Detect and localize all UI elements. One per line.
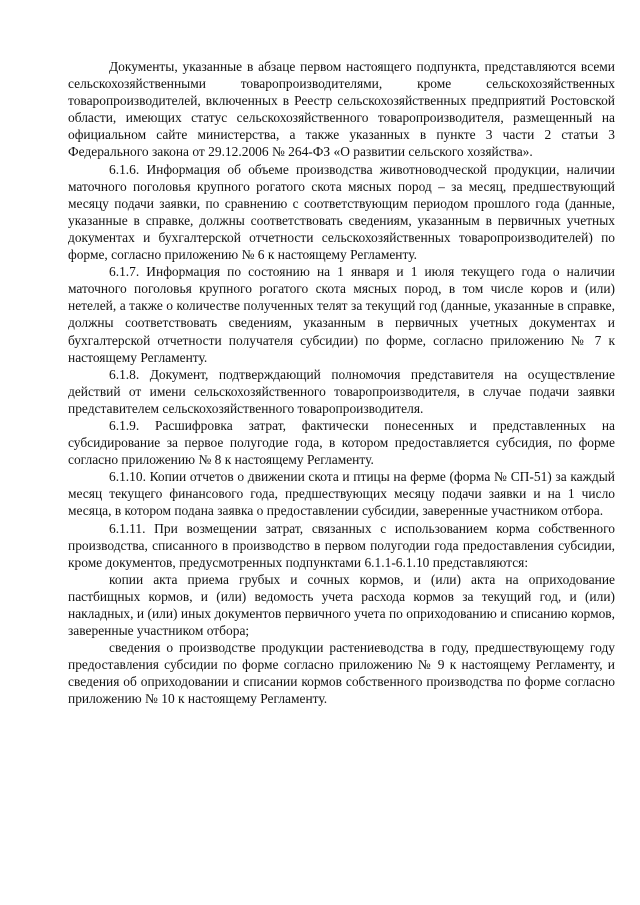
paragraph-6-1-6: 6.1.6. Информация об объеме производства животноводческой продукции, наличии маточного поголовья крупного рогатого скота мясных пород – за месяц, предшествующий месяцу подачи заявки, по сравнению с соответствующим периодом прошлого года (данные, указанные в справке, должны соответствовать сведениям, указанным в первичных учетных документах и бухгалтерской отчетности сельскохозяйственных товаропроизводителей) по форме, согласно приложению № 6 к настоящему Регламенту. — [68, 161, 615, 263]
paragraph-documents-submission: Документы, указанные в абзаце первом настоящего подпункта, представляются всеми сельскохозяйственными товаропроизводителями, кроме сельскохозяйственных товаропроизводителей, включенных в Реестр сельскохозяйственных предприятий Ростовской области, имеющих статус сельскохозяйственного товаропроизводителя, размещенный на официальном сайте министерства, а также указанных в пункте 3 части 2 статьи 3 Федерального закона от 29.12.2006 № 264-ФЗ «О развитии сельского хозяйства». — [68, 59, 615, 160]
paragraph-6-1-9: 6.1.9. Расшифровка затрат, фактически понесенных и представленных на субсидирование за первое полугодие года, в котором предоставляется субсидия, по форме согласно приложению № 8 к настоящему Регламенту. — [68, 417, 615, 468]
paragraph-crop-production-info: сведения о производстве продукции растениеводства в году, предшествующему году предоставления субсидии по форме согласно приложению № 9 к настоящему Регламенту, и сведения об оприходовании и списании кормов собственного производства по форме согласно приложению № 10 к настоящему Регламенту. — [68, 640, 615, 707]
paragraph-6-1-10: 6.1.10. Копии отчетов о движении скота и птицы на ферме (форма № СП-51) за каждый месяц текущего финансового года, предшествующих месяцу подачи заявки и на 1 число месяца, в котором подана заявка о предоставлении субсидии, заверенные участником отбора. — [68, 469, 615, 519]
paragraph-feed-acts: копии акта приема грубых и сочных кормов, и (или) акта на оприходование пастбищных кормов, и (или) ведомость учета расхода кормов за текущий год, и (или) накладных, и (или) иных документов первичного учета по оприходованию и списанию кормов, заверенные участником отбора; — [68, 571, 615, 639]
paragraph-6-1-7: 6.1.7. Информация по состоянию на 1 января и 1 июля текущего года о наличии маточного поголовья крупного рогатого скота мясных пород, в том числе коров и (или) нетелей, а также о количестве полученных телят за текущий год (данные, указанные в справке, должны соответствовать сведениям, указанным в первичных учетных документах и бухгалтерской отчетности получателя субсидии) по форме, согласно приложению № 7 к настоящему Регламенту. — [68, 264, 615, 365]
paragraph-6-1-11: 6.1.11. При возмещении затрат, связанных с использованием корма собственного производства, списанного в производство в первом полугодии года предоставления субсидии, кроме документов, предусмотренных подпунктами 6.1.1-6.1.10 представляются: — [68, 520, 615, 570]
paragraph-6-1-8: 6.1.8. Документ, подтверждающий полномочия представителя на осуществление действий от имени сельскохозяйственного товаропроизводителя, в случае подачи заявки представителем сельскохозяйственного товаропроизводителя. — [68, 366, 615, 416]
